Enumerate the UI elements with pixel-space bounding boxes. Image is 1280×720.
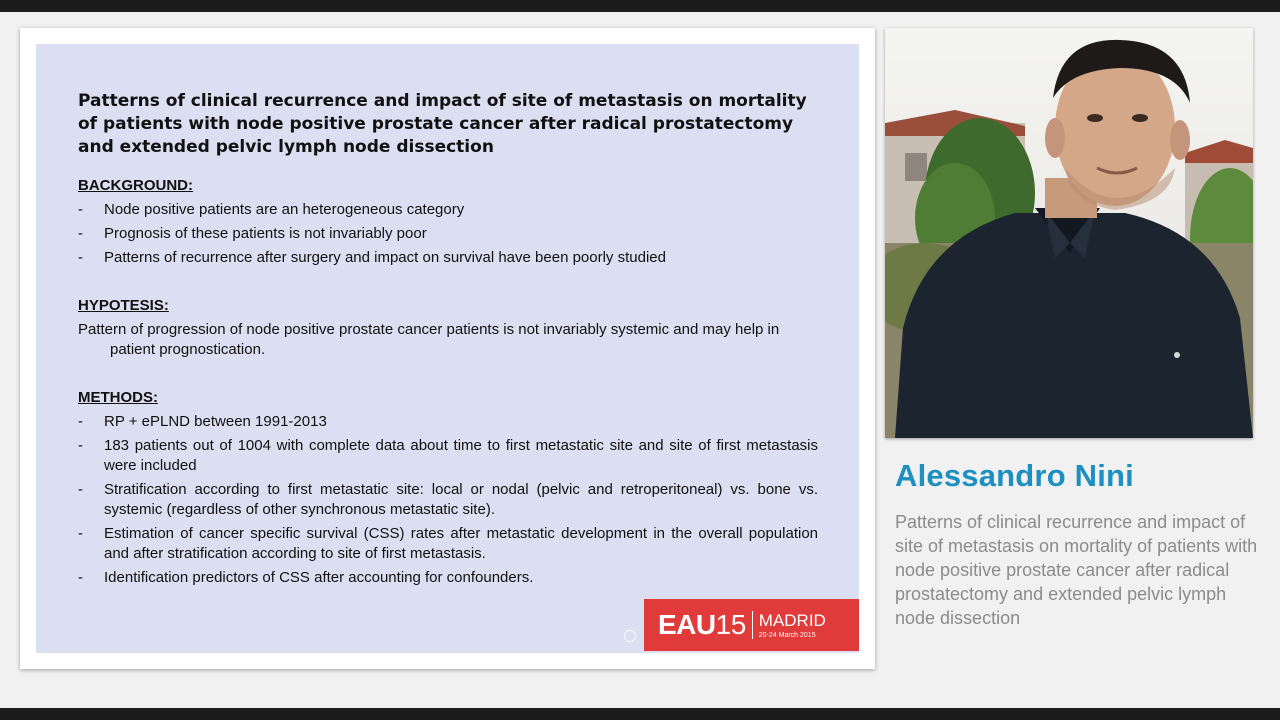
list-item: - Estimation of cancer specific survival (CSS) rates after metastatic development in the overall population and after stratification according to site of first metastasis. bbox=[78, 524, 818, 564]
talk-title: Patterns of clinical recurrence and impact of site of metastasis on mortality of patients with node positive prostate cancer after radical prostatectomy and extended pelvic lymph node dissection bbox=[895, 512, 1258, 628]
eau-logo-city: MADRID bbox=[758, 610, 826, 630]
slide-card bbox=[20, 28, 875, 669]
list-item: - 183 patients out of 1004 with complete data about time to first metastatic site and site of first metastasis were included bbox=[78, 436, 818, 476]
list-item: - Patterns of recurrence after surgery and impact on survival have been poorly studied bbox=[78, 248, 818, 268]
hypotesis-heading: HYPOTESIS: bbox=[78, 297, 169, 314]
top-letterbox-bar bbox=[0, 0, 1280, 12]
speaker-portrait-image bbox=[885, 28, 1253, 438]
list-item: - Prognosis of these patients is not invariably poor bbox=[78, 224, 818, 244]
eau-logo-details bbox=[759, 612, 826, 639]
list-item: - Stratification according to first metastatic site: local or nodal (pelvic and retroperitoneal) vs. bone vs. systemic (regardless of other synchronous metastatic site). bbox=[78, 480, 818, 520]
list-item: - RP + ePLND between 1991-2013 bbox=[78, 412, 818, 432]
slide-content bbox=[36, 44, 859, 653]
methods-list bbox=[78, 412, 818, 588]
methods-heading: METHODS: bbox=[78, 389, 158, 406]
speaker-photo bbox=[885, 28, 1253, 438]
eau-logo bbox=[644, 599, 859, 651]
eau-logo-mark: EAU15 bbox=[658, 609, 746, 640]
eau-logo-divider bbox=[752, 611, 753, 639]
eau-logo-dates: 20-24 March 2015 bbox=[758, 631, 816, 639]
background-heading: BACKGROUND: bbox=[78, 177, 193, 194]
background-list bbox=[78, 200, 818, 268]
slide-title: Patterns of clinical recurrence and impact of site of metastasis on mortality of patients with node positive prostate cancer after radical prostatectomy and extended pelvic lymph node dissection bbox=[78, 91, 807, 157]
list-item: - Identification predictors of CSS after accounting for confounders. bbox=[78, 568, 818, 588]
hypotesis-section bbox=[78, 296, 818, 360]
bottom-letterbox-bar bbox=[0, 708, 1280, 720]
speaker-name: Alessandro Nini bbox=[895, 458, 1134, 493]
background-section bbox=[78, 176, 818, 272]
methods-section bbox=[78, 388, 818, 592]
list-item: - Node positive patients are an heterogeneous category bbox=[78, 200, 818, 220]
watermark-icon bbox=[624, 630, 636, 642]
hypotesis-text: Pattern of progression of node positive prostate cancer patients is not invariably systemic and may help in patient prognostication. bbox=[78, 321, 780, 358]
